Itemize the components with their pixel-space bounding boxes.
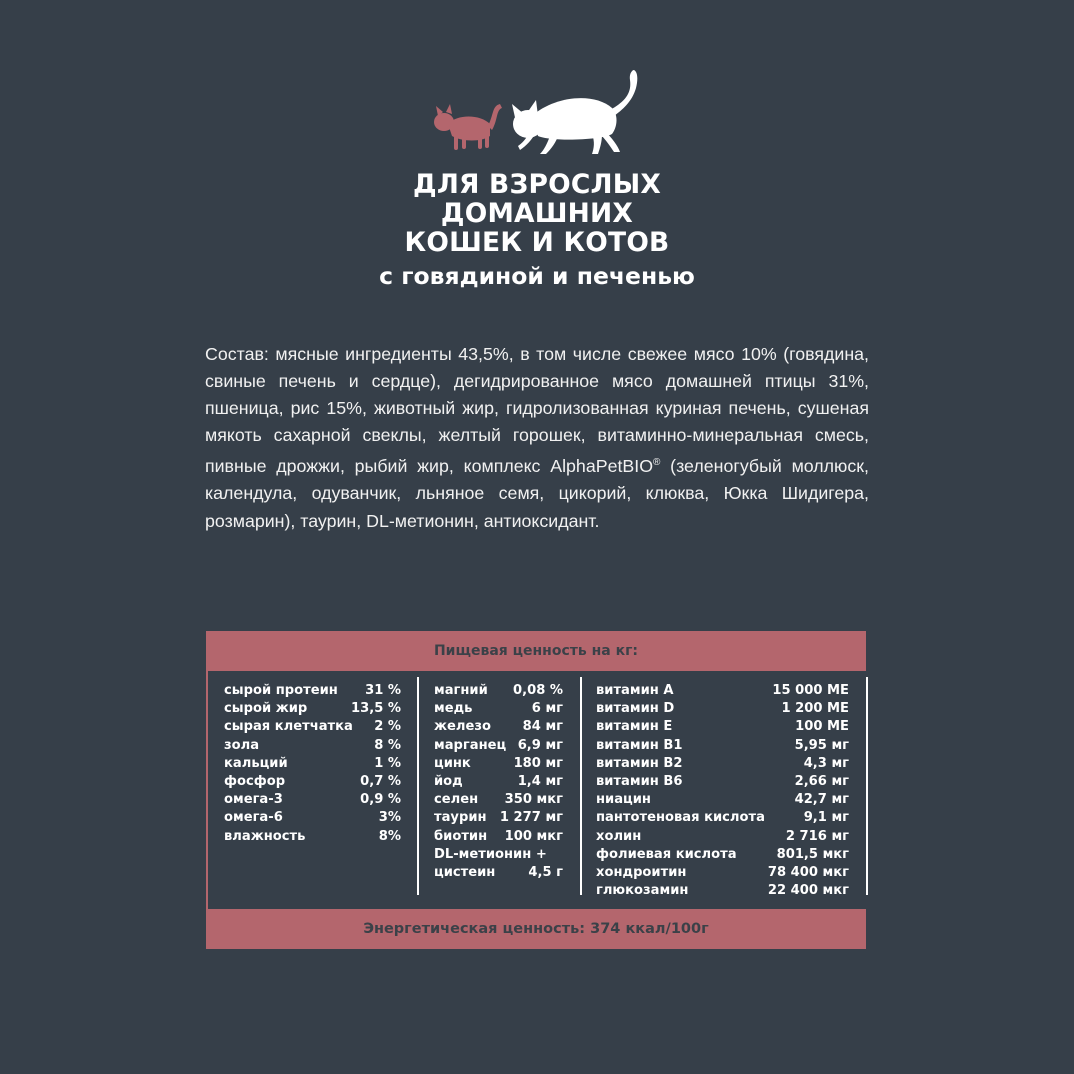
nutrient-row [596,773,849,791]
table-border [206,671,208,909]
nutrient-value: 180 мг [513,755,563,771]
column-divider [580,677,582,895]
nutrient-name: витамин Е [596,719,673,735]
nutrient-name: кальций [224,755,288,771]
nutrient-value: 5,95 мг [794,737,849,753]
nutrient-row [596,809,849,827]
nutrient-value: 6 мг [531,701,563,717]
nutrient-value: 2 716 мг [785,828,849,844]
nutrient-value: 2,66 мг [794,773,849,789]
nutrient-name: марганец [434,737,507,753]
nutrient-value: 1 200 МЕ [781,701,849,717]
nutrient-row [596,682,849,700]
nutrient-name: сырая клетчатка [224,719,353,735]
nutrient-value: 42,7 мг [794,792,849,808]
nutrient-row [224,773,401,791]
nutrient-row [596,864,849,882]
nutrient-name: фосфор [224,773,286,789]
nutrient-row [596,828,849,846]
nutrient-value: 3% [378,810,401,826]
nutrient-row [596,791,849,809]
nutrient-value: 1 277 мг [499,810,563,826]
nutrient-name: ниацин [596,792,651,808]
column-divider [417,677,419,895]
nutrient-name: таурин [434,810,487,826]
nutrient-name: магний [434,683,488,698]
nutrient-value: 6,9 мг [517,737,563,753]
nutrient-row [224,682,401,700]
registered-mark: ® [653,457,661,469]
kitten-icon [434,104,502,150]
nutrient-name: витамин А [596,683,674,698]
nutrient-row [224,755,401,773]
nutrient-value: 4,5 г [528,864,563,880]
nutrient-value: 0,7 % [360,773,401,789]
composition-main: Состав: мясные ингредиенты 43,5%, в том числе свежее мясо 10% (говядина, свиные печень и сердце), дегидрированное мясо домашней птицы 31%, пшеница, рис 15%, животный жир, гидролизованная куриная печень, сушеная мякоть сахарной свеклы, желтый горошек, витаминно-минеральная смесь, пивные дрожжи, рыбий жир, комплекс AlphaPetBIO [205,344,869,477]
nutrient-value: 4,3 мг [803,755,849,771]
nutrient-value: 100 МЕ [795,719,849,735]
nutrient-row [224,791,401,809]
column-divider [866,677,868,895]
composition-text [205,341,869,535]
nutrient-name: сырой протеин [224,683,338,698]
nutrient-row [596,882,849,900]
nutrient-value: 801,5 мкг [776,846,849,862]
cats-icon [432,66,642,158]
nutrient-name: влажность [224,828,306,844]
energy-band [206,909,866,949]
energy-value: Энергетическая ценность: 374 ккал/100г [363,921,709,937]
nutrient-name: цинк [434,755,471,771]
cat-icon [512,70,637,154]
nutrient-name: витамин В1 [596,737,683,753]
nutrition-column-vitamins [596,682,849,900]
nutrient-value: 22 400 мкг [767,883,849,899]
nutrient-name: витамин В2 [596,755,683,771]
nutrient-row [596,737,849,755]
nutrient-row [224,718,401,736]
nutrition-column-basic [224,682,401,846]
product-headline [0,170,1074,292]
nutrient-name: биотин [434,828,488,844]
nutrient-name: медь [434,701,473,717]
nutrient-value: 350 мкг [504,792,563,808]
nutrient-name: витамин В6 [596,773,683,789]
headline-line-3: КОШЕК И КОТОВ [404,227,670,258]
nutrient-row [596,700,849,718]
nutrient-row [434,846,563,864]
nutrient-value: 78 400 мкг [767,864,849,880]
nutrient-row [224,737,401,755]
nutrition-title-band [206,631,866,671]
nutrient-name: витамин D [596,701,675,717]
nutrient-value: 0,08 % [513,683,563,698]
nutrient-name: зола [224,737,260,753]
nutrition-title: Пищевая ценность на кг: [433,643,639,659]
nutrient-name: глюкозамин [596,883,689,899]
nutrition-column-minerals [434,682,563,882]
headline-line-1: ДЛЯ ВЗРОСЛЫХ [413,169,661,200]
nutrient-row [596,718,849,736]
nutrient-name: холин [596,828,642,844]
headline-line-2: ДОМАШНИХ [440,198,634,229]
nutrient-value: 84 мг [522,719,563,735]
nutrient-name: DL-метионин + [434,846,547,862]
nutrient-value: 0,9 % [360,792,401,808]
nutrient-value: 100 мкг [504,828,563,844]
nutrient-value: 1 % [374,755,401,771]
nutrient-row [434,700,563,718]
nutrient-name: омега-6 [224,810,283,826]
headline-subtitle: с говядиной и печенью [379,262,695,290]
nutrient-row [434,828,563,846]
nutrient-row [434,682,563,700]
nutrient-row [224,828,401,846]
nutrient-row [434,718,563,736]
nutrient-row [224,700,401,718]
nutrient-value: 31 % [365,683,401,698]
nutrient-value: 1,4 мг [517,773,563,789]
nutrient-row [434,755,563,773]
nutrient-value: 15 000 МЕ [772,683,849,698]
nutrient-row [596,755,849,773]
nutrient-value: 8 % [374,737,401,753]
nutrient-name: цистеин [434,864,496,880]
nutrient-name: селен [434,792,479,808]
nutrient-row [434,737,563,755]
nutrient-value: 2 % [374,719,401,735]
nutrient-name: фолиевая кислота [596,846,737,862]
nutrient-name: йод [434,773,463,789]
nutrient-row [434,791,563,809]
nutrient-name: железо [434,719,491,735]
nutrient-row [224,809,401,827]
nutrient-value: 9,1 мг [803,810,849,826]
nutrient-name: хондроитин [596,864,687,880]
nutrient-row [434,809,563,827]
nutrient-value: 13,5 % [351,701,401,717]
nutrient-row [434,773,563,791]
nutrient-row [434,864,563,882]
composition-tail: (зеленогубый моллюск, календула, одуванчик, льняное семя, цикорий, клюква, Юкка Шидигера, розмарин), таурин, DL-метионин, антиоксидант. [205,456,869,531]
nutrient-value: 8% [378,828,401,844]
nutrient-name: пантотеновая кислота [596,810,765,826]
nutrient-row [596,846,849,864]
nutrient-name: сырой жир [224,701,308,717]
nutrient-name: омега-3 [224,792,283,808]
